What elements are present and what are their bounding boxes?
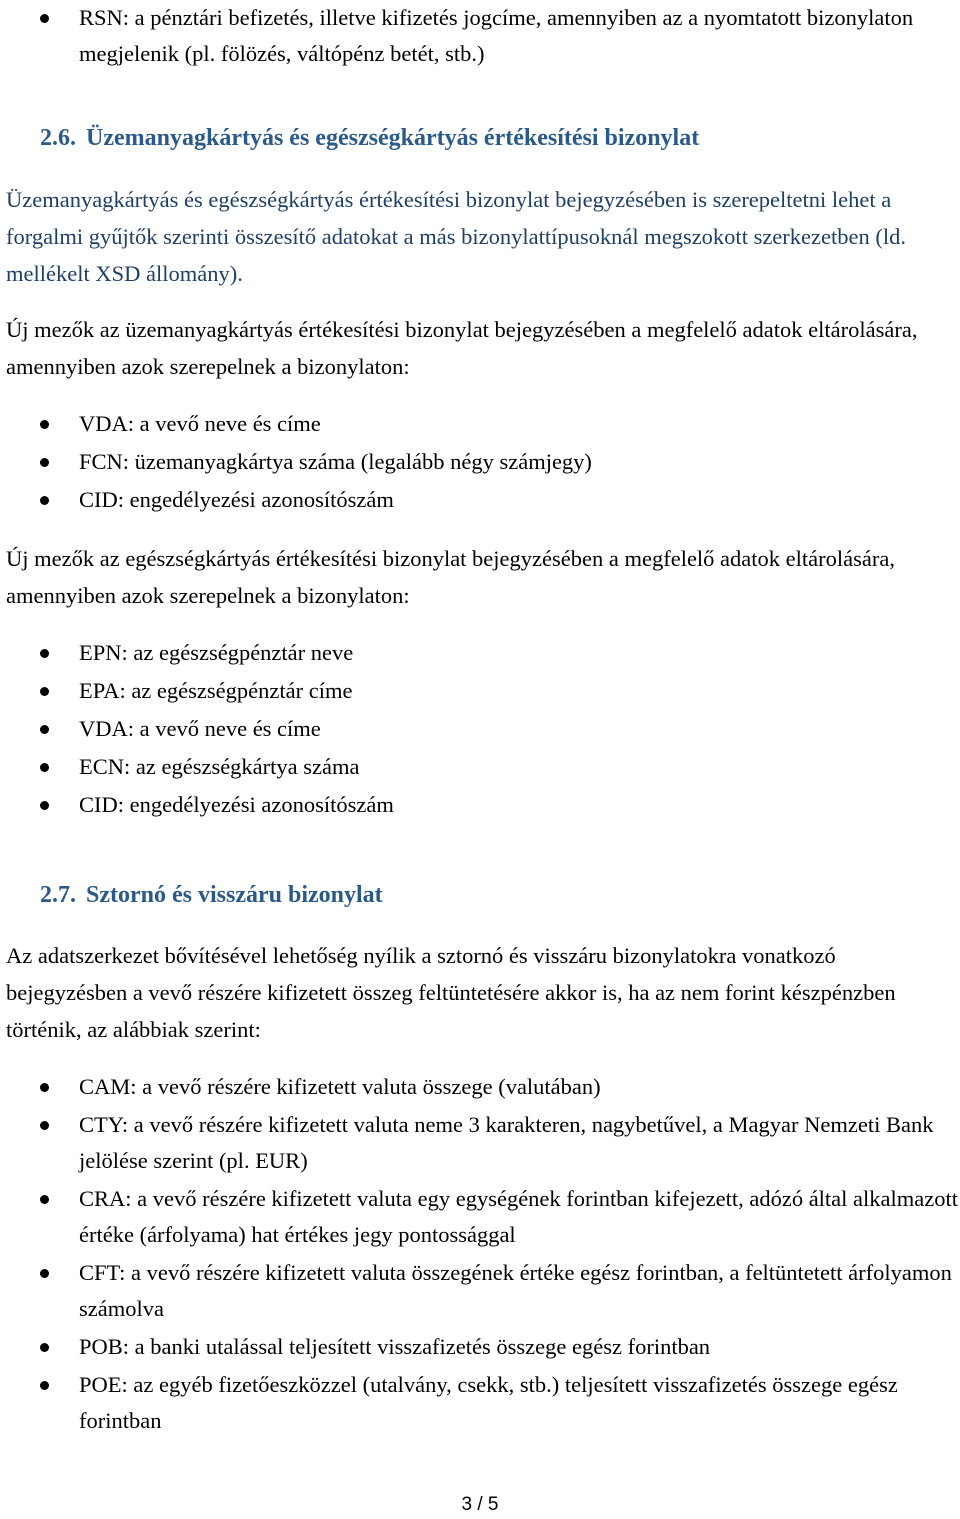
bullet-icon [40, 420, 49, 429]
section-title: Sztornó és visszáru bizonylat [86, 882, 383, 908]
refund-field-list [0, 1069, 958, 1441]
list-item-text: CFT: a vevő részére kifizetett valuta összegének értéke egész forintban, a feltüntetett árfolyamon számolva [79, 1260, 952, 1321]
list-item [0, 787, 958, 823]
bullet-icon [40, 496, 49, 505]
list-item-text: VDA: a vevő neve és címe [79, 716, 321, 741]
bullet-icon [40, 1121, 49, 1130]
bullet-icon [40, 14, 49, 23]
list-item [0, 1255, 958, 1327]
list-item-text: EPN: az egészségpénztár neve [79, 640, 354, 665]
bullet-icon [40, 801, 49, 810]
list-item [0, 711, 958, 747]
bullet-icon [40, 1195, 49, 1204]
bullet-icon [40, 458, 49, 467]
list-item [0, 1107, 958, 1179]
section-2-7-intro: Az adatszerkezet bővítésével lehetőség nyílik a sztornó és visszáru bizonylatokra vonatkozó bejegyzésben a vevő részére kifizetett összeg feltüntetésére akkor is, ha az nem forint készpénzben történik, az alábbiak szerint: [6, 943, 896, 1042]
list-item-text: CTY: a vevő részére kifizetett valuta neme 3 karakteren, nagybetűvel, a Magyar Nemzeti Bank jelölése szerint (pl. EUR) [79, 1112, 934, 1173]
list-item-text: EPA: az egészségpénztár címe [79, 678, 353, 703]
list-item-text: CID: engedélyezési azonosítószám [79, 487, 394, 512]
list-item [0, 444, 958, 480]
bullet-icon [40, 649, 49, 658]
fuel-card-intro: Új mezők az üzemanyagkártyás értékesítési bizonylat bejegyzésében a megfelelő adatok eltárolására, amennyiben azok szerepelnek a bizonylaton: [6, 317, 918, 379]
section-title: Üzemanyagkártyás és egészségkártyás értékesítési bizonylat [86, 125, 700, 151]
bullet-icon [40, 687, 49, 696]
bullet-icon [40, 725, 49, 734]
bullet-icon [40, 1269, 49, 1278]
list-item-text: ECN: az egészségkártya száma [79, 754, 360, 779]
section-heading-2-7 [40, 880, 383, 910]
top-bullet-list [0, 0, 958, 74]
section-2-6-intro: Üzemanyagkártyás és egészségkártyás értékesítési bizonylat bejegyzésében is szerepeltetni lehet a forgalmi gyűjtők szerinti összesítő adatokat a más bizonylattípusoknál megszokott szerkezetben (ld. mellékelt XSD állomány). [6, 187, 906, 286]
list-item [0, 749, 958, 785]
list-item-text: POE: az egyéb fizetőeszközzel (utalvány, csekk, stb.) teljesített visszafizetés összege egész forintban [79, 1372, 898, 1433]
list-item-text: POB: a banki utalással teljesített visszafizetés összege egész forintban [79, 1334, 711, 1359]
health-card-intro: Új mezők az egészségkártyás értékesítési bizonylat bejegyzésében a megfelelő adatok eltárolására, amennyiben azok szerepelnek a bizonylaton: [6, 546, 895, 608]
list-item [0, 1069, 958, 1105]
page-number: 3 / 5 [461, 1494, 499, 1515]
list-item-text: CID: engedélyezési azonosítószám [79, 792, 394, 817]
list-item-text: FCN: üzemanyagkártya száma (legalább négy számjegy) [79, 449, 592, 474]
list-item-text: CAM: a vevő részére kifizetett valuta összege (valutában) [79, 1074, 601, 1099]
section-number: 2.6. [40, 125, 76, 151]
list-item [0, 406, 958, 442]
list-item-text: VDA: a vevő neve és címe [79, 411, 321, 436]
list-item [0, 1329, 958, 1365]
list-item-text: CRA: a vevő részére kifizetett valuta egy egységének forintban kifejezett, adózó által alkalmazott értéke (árfolyama) hat értékes jegy pontossággal [79, 1186, 958, 1247]
list-item [0, 1181, 958, 1253]
section-number: 2.7. [40, 882, 76, 908]
fuel-card-field-list [0, 406, 958, 520]
bullet-icon [40, 1343, 49, 1352]
bullet-icon [40, 1083, 49, 1092]
list-item [0, 1367, 958, 1439]
list-item [0, 673, 958, 709]
health-card-field-list [0, 635, 958, 825]
bullet-icon [40, 763, 49, 772]
bullet-icon [40, 1381, 49, 1390]
list-item [0, 0, 958, 72]
list-item-text: RSN: a pénztári befizetés, illetve kifizetés jogcíme, amennyiben az a nyomtatott bizonylaton megjelenik (pl. fölözés, váltópénz betét, stb.) [79, 5, 914, 66]
section-heading-2-6 [40, 123, 699, 153]
list-item [0, 482, 958, 518]
list-item [0, 635, 958, 671]
